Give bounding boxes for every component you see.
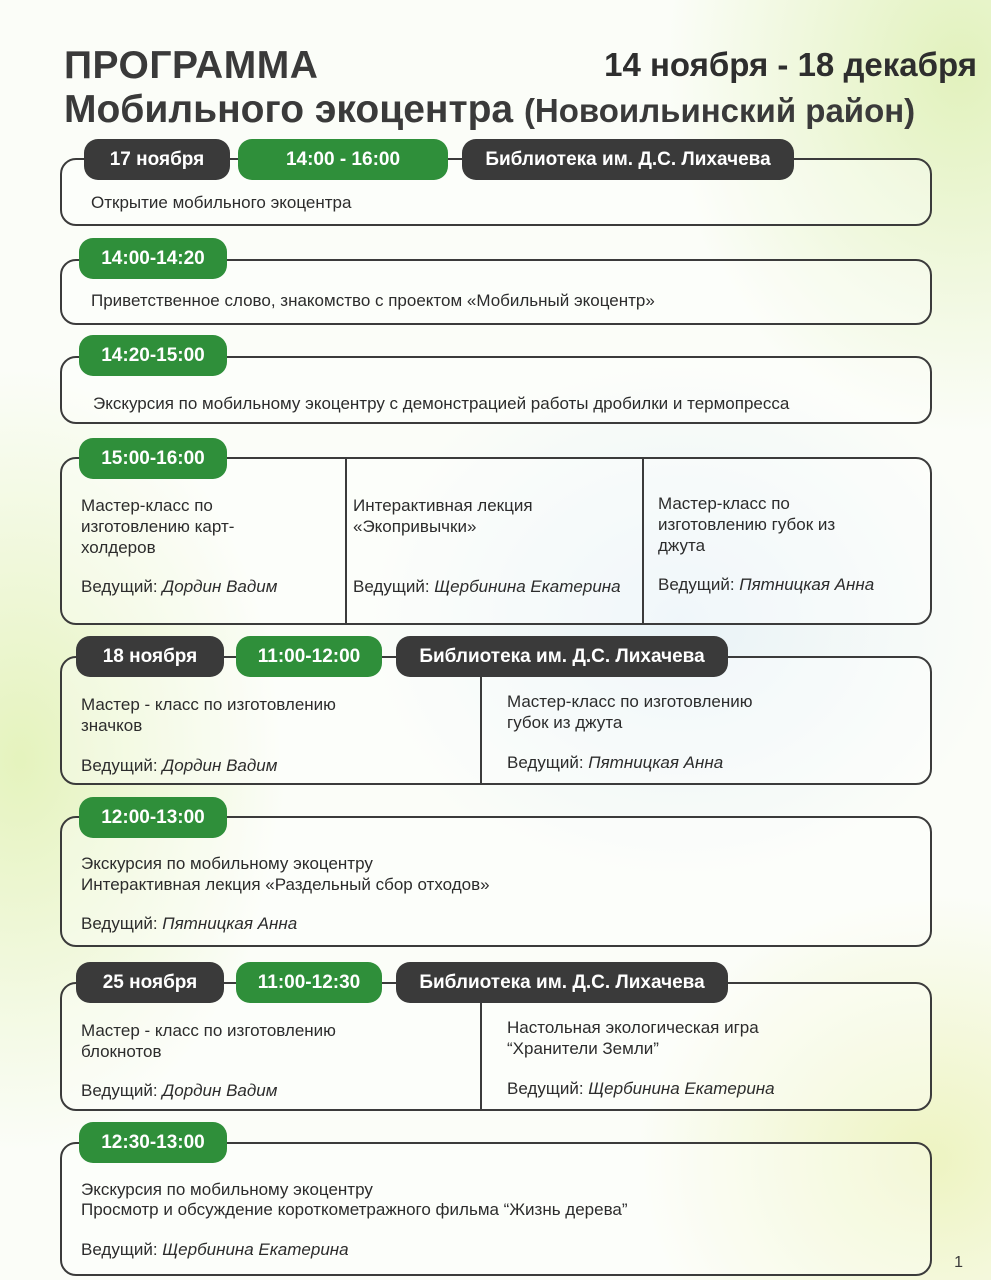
event-leader: Ведущий: Пятницкая Анна [81,914,298,933]
game-leader: Ведущий: Щербинина Екатерина [507,1079,775,1098]
workshop-leader: Ведущий: Пятницкая Анна [507,753,724,772]
event-leader: Ведущий: Щербинина Екатерина [81,1240,349,1259]
workshop-title: Мастер-класс по изготовлению карт-холдеров [81,496,235,557]
subtitle-main: Мобильного экоцентра [64,88,514,131]
event-text: Приветственное слово, знакомство с проектом «Мобильный экоцентр» [91,291,655,310]
column-divider [345,459,347,623]
time-badge-1400: 14:00-14:20 [79,238,227,279]
event-line: Просмотр и обсуждение короткометражного фильма “Жизнь дерева” [81,1200,628,1219]
time-badge-1500: 15:00-16:00 [79,438,227,479]
event-text: Открытие мобильного экоцентра [91,193,352,212]
event-card-workshops-1500 [60,457,932,625]
workshop-title: Мастер - класс по изготовлению блокнотов [81,1021,336,1061]
time-badge-1200: 12:00-13:00 [79,797,227,838]
workshop-title: Мастер-класс по изготовлению губок из джута [658,494,836,555]
time-badge-day2: 11:00-12:00 [236,636,382,677]
lecture-leader: Ведущий: Щербинина Екатерина [353,577,621,596]
workshop-title: Мастер - класс по изготовлению значков [81,695,336,735]
time-badge-day3: 11:00-12:30 [236,962,382,1003]
game-title: Настольная экологическая игра “Хранители Земли” [507,1018,759,1058]
time-badge-1420: 14:20-15:00 [79,335,227,376]
date-badge-nov18: 18 ноября [76,636,224,677]
event-text: Экскурсия по мобильному экоцентру с демонстрацией работы дробилки и термопресса [93,394,790,413]
event-line: Экскурсия по мобильному экоцентру [81,854,373,873]
event-line: Экскурсия по мобильному экоцентру [81,1180,373,1199]
column-divider [642,459,644,623]
district-label: (Новоильинский район) [523,92,916,129]
date-range: 14 ноября - 18 декабря [604,46,977,83]
place-badge-day2: Библиотека им. Д.С. Лихачева [396,636,728,677]
workshop-leader: Ведущий: Дордин Вадим [81,756,278,775]
workshop-leader: Ведущий: Дордин Вадим [81,577,278,596]
workshop-leader: Ведущий: Пятницкая Анна [658,575,875,594]
workshop-leader: Ведущий: Дордин Вадим [81,1081,278,1100]
time-badge-1230: 12:30-13:00 [79,1122,227,1163]
place-badge-day1: Библиотека им. Д.С. Лихачева [462,139,794,180]
lecture-title: Интерактивная лекция «Экопривычки» [353,496,533,536]
date-badge-nov25: 25 ноября [76,962,224,1003]
page-subtitle [64,88,915,132]
page-number: 1 [954,1254,963,1271]
date-badge-nov17: 17 ноября [84,139,230,180]
event-line: Интерактивная лекция «Раздельный сбор отходов» [81,875,490,894]
workshop-title: Мастер-класс по изготовлению губок из джута [507,692,753,732]
place-badge-day3: Библиотека им. Д.С. Лихачева [396,962,728,1003]
time-badge-day1: 14:00 - 16:00 [238,139,448,180]
page-title: ПРОГРАММА [64,44,319,87]
